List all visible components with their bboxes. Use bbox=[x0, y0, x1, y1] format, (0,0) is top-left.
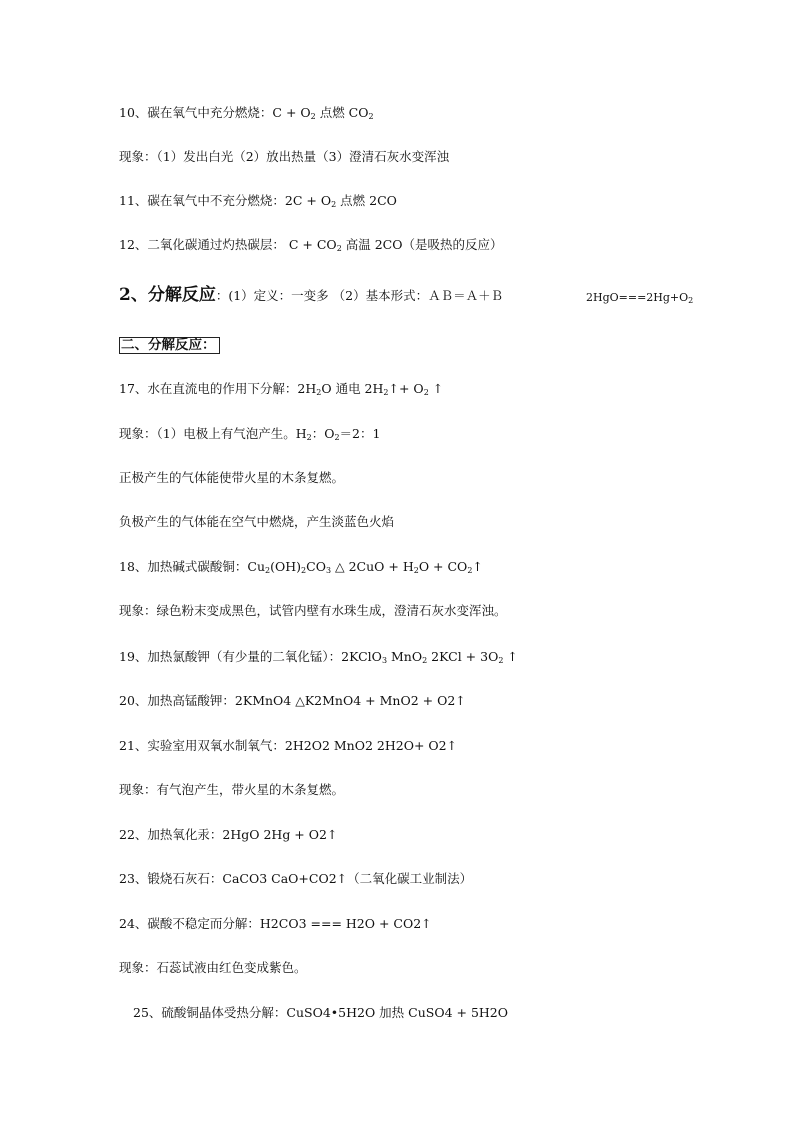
subscript: 2 bbox=[688, 296, 694, 305]
reaction-19 bbox=[119, 651, 518, 665]
text: ↑ bbox=[503, 649, 518, 664]
text: ↑ bbox=[472, 559, 483, 574]
reaction-12 bbox=[119, 239, 503, 253]
text: 10、碳在氧气中充分燃烧：C + O bbox=[119, 105, 311, 120]
subscript: 3 bbox=[325, 566, 332, 575]
subscript: 2 bbox=[334, 433, 340, 442]
text: O + CO bbox=[418, 559, 468, 574]
section-title: 2、分解反应 bbox=[119, 285, 216, 305]
subscript: 2 bbox=[368, 112, 374, 121]
text: 高温 2CO（是吸热的反应） bbox=[341, 237, 503, 252]
text: 2KCl + 3O bbox=[427, 649, 499, 664]
phenomenon-10: 现象：（1）发出白光（2）放出热量（3）澄清石灰水变浑浊 bbox=[119, 149, 450, 164]
text: (OH) bbox=[270, 559, 302, 574]
text: 19、加热氯酸钾（有少量的二氧化锰）：2KClO bbox=[119, 649, 382, 664]
subscript: 2 bbox=[498, 656, 504, 665]
decomposition-heading bbox=[119, 337, 220, 354]
text: ↑+ O bbox=[388, 381, 424, 396]
reaction-21: 21、实验室用双氧水制氧气：2H2O2 MnO2 2H2O+ O2↑ bbox=[119, 738, 458, 753]
subscript: 2 bbox=[422, 656, 428, 665]
text: 11、碳在氧气中不充分燃烧：2C + O bbox=[119, 193, 332, 208]
subscript: 2 bbox=[331, 200, 337, 209]
reaction-24: 24、碳酸不稳定而分解：H2CO3 === H2O + CO2↑ bbox=[119, 916, 432, 931]
text: ：O bbox=[311, 426, 335, 441]
text: 点燃 CO bbox=[315, 105, 369, 120]
text: MnO bbox=[387, 649, 423, 664]
subscript: 2 bbox=[467, 566, 473, 575]
subscript: 2 bbox=[316, 388, 322, 397]
text: O 通电 2H bbox=[321, 381, 384, 396]
phenomenon-21: 现象：有气泡产生，带火星的木条复燃。 bbox=[119, 782, 345, 797]
subscript: 2 bbox=[310, 112, 316, 121]
reaction-11 bbox=[119, 195, 397, 209]
reaction-20: 20、加热高锰酸钾：2KMnO4 △K2MnO4 + MnO2 + O2↑ bbox=[119, 693, 466, 708]
negative-electrode-note: 负极产生的气体能在空气中燃烧，产生淡蓝色火焰 bbox=[119, 514, 395, 529]
positive-electrode-note: 正极产生的气体能使带火星的木条复燃。 bbox=[119, 470, 345, 485]
subscript: 3 bbox=[381, 656, 388, 665]
mercury-oxide-formula bbox=[586, 291, 693, 305]
text: 2HgO===2Hg+O bbox=[586, 291, 689, 304]
phenomenon-24: 现象：石蕊试液由红色变成紫色。 bbox=[119, 960, 307, 975]
text: 现象：（1）电极上有气泡产生。H bbox=[119, 426, 307, 441]
subscript: 2 bbox=[306, 433, 312, 442]
text: ＝2：1 bbox=[339, 426, 381, 441]
reaction-17 bbox=[119, 383, 443, 397]
text: 12、二氧化碳通过灼热碳层： C + CO bbox=[119, 237, 337, 252]
text: 点燃 2CO bbox=[336, 193, 397, 208]
text: ↑ bbox=[428, 381, 444, 396]
phenomenon-18: 现象：绿色粉末变成黑色，试管内壁有水珠生成，澄清石灰水变浑浊。 bbox=[119, 603, 507, 618]
text: △ 2CuO + H bbox=[331, 559, 414, 574]
reaction-25: 25、硫酸铜晶体受热分解：CuSO4•5H2O 加热 CuSO4 + 5H2O bbox=[133, 1005, 509, 1020]
reaction-10 bbox=[119, 107, 374, 121]
text: 18、加热碱式碳酸铜：Cu bbox=[119, 559, 266, 574]
reaction-22: 22、加热氧化汞：2HgO 2Hg + O2↑ bbox=[119, 827, 338, 842]
reaction-23: 23、锻烧石灰石：CaCO3 CaO+CO2↑（二氧化碳工业制法） bbox=[119, 871, 473, 886]
phenomenon-17 bbox=[119, 428, 380, 442]
subscript: 2 bbox=[265, 566, 271, 575]
reaction-18 bbox=[119, 561, 483, 575]
text: CO bbox=[306, 559, 326, 574]
subscript: 2 bbox=[383, 388, 389, 397]
boxed-heading: 二、分解反应： bbox=[119, 337, 220, 354]
subscript: 2 bbox=[301, 566, 307, 575]
subscript: 2 bbox=[423, 388, 429, 397]
text: 17、水在直流电的作用下分解：2H bbox=[119, 381, 317, 396]
subscript: 2 bbox=[413, 566, 419, 575]
subscript: 2 bbox=[336, 244, 342, 253]
section-2-heading bbox=[119, 287, 503, 304]
section-description: ：(1）定义：一变多 （2）基本形式：ＡＢ＝Ａ＋Ｂ bbox=[215, 288, 504, 303]
